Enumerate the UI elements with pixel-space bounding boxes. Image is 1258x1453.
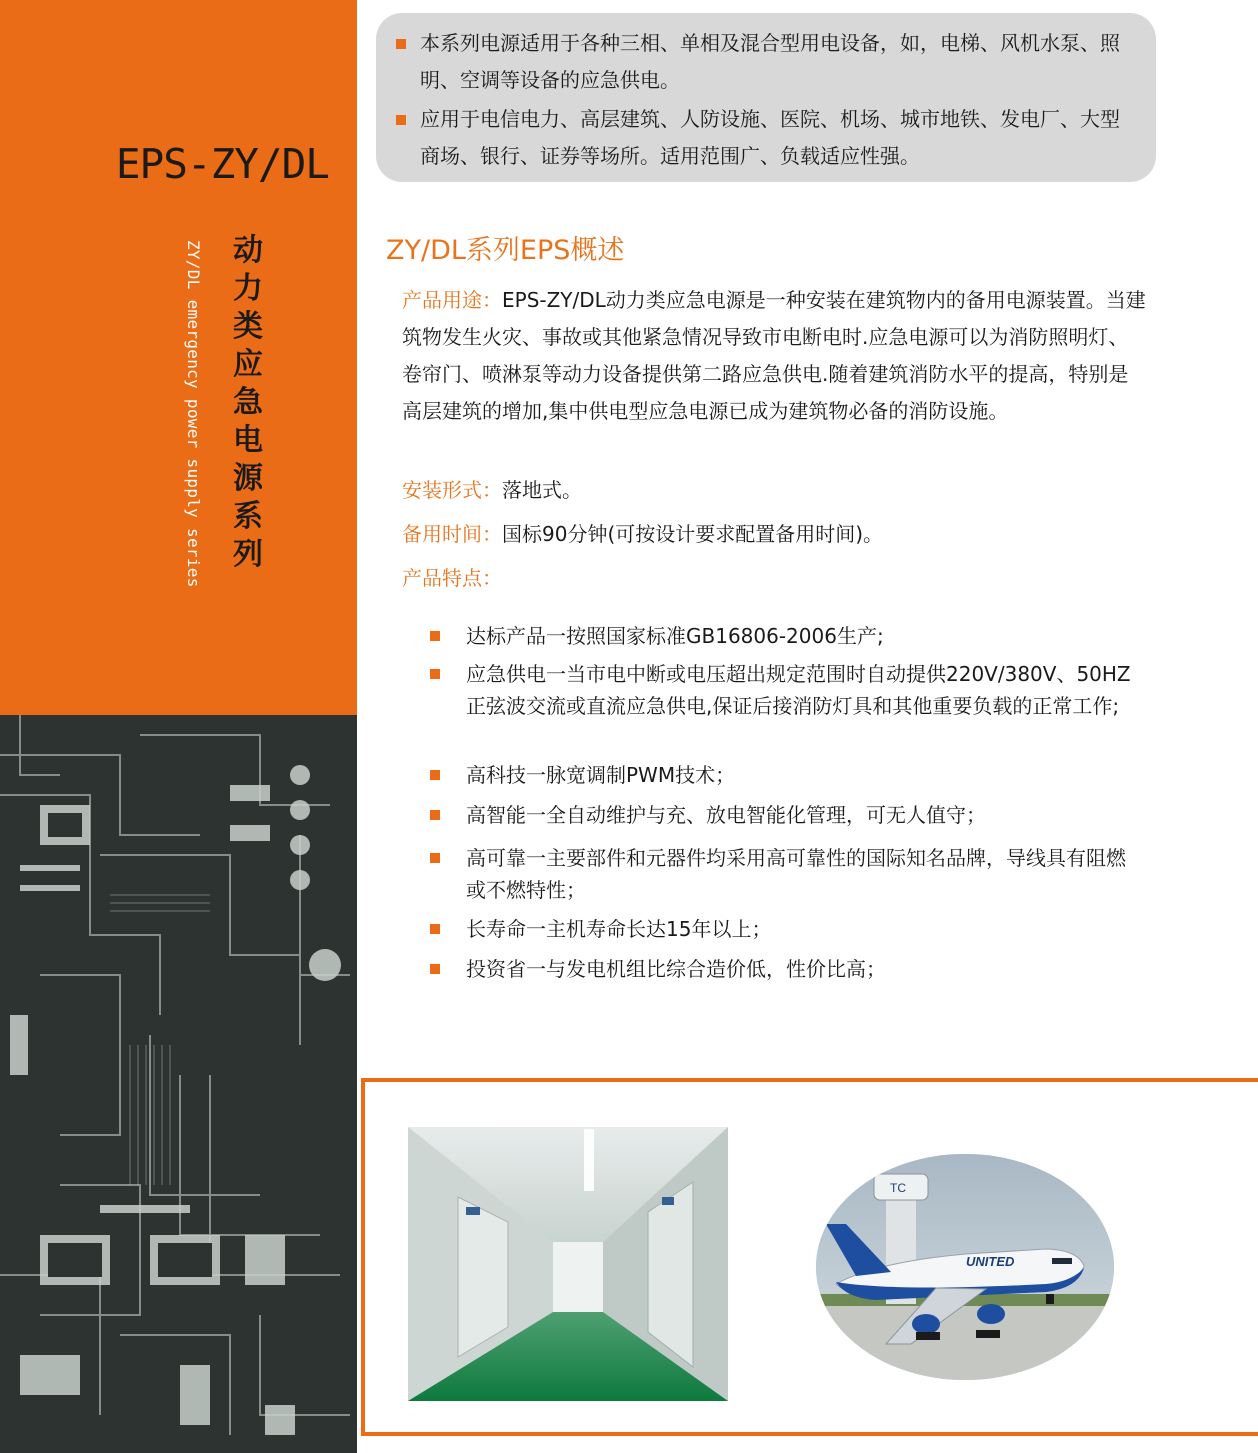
usage-text: EPS-ZY/DL动力类应急电源是一种安装在建筑物内的备用电源装置。当建筑物发生火灾、事故或其他紧急情况导致市电断电时.应急电源可以为消防照明灯、卷帘门、喷淋泵等动力设备提供第二路应急供电.随着建筑消防水平的提高，特别是高层建筑的增加,集中供电型应急电源已成为建筑物必备的消防设施。 — [402, 288, 1146, 423]
corridor-photo — [408, 1127, 728, 1401]
features-heading — [402, 560, 1147, 597]
install-paragraph — [402, 472, 1147, 509]
square-bullet-icon — [396, 115, 406, 125]
sidebar-panel — [0, 0, 357, 715]
square-bullet-icon — [430, 631, 440, 641]
feature-text: 长寿命一主机寿命长达15年以上； — [466, 917, 772, 941]
model-title: EPS-ZY/DL — [115, 140, 329, 188]
circuit-board-image — [0, 715, 357, 1453]
feature-item — [430, 799, 1140, 831]
feature-item — [430, 620, 1140, 652]
features-label: 产品特点： — [402, 566, 502, 590]
feature-text: 高科技一脉宽调制PWM技术； — [466, 763, 736, 787]
feature-text: 高智能一全自动维护与充、放电智能化管理，可无人值守； — [466, 803, 986, 827]
airport-photo — [816, 1154, 1114, 1380]
feature-text: 应急供电一当市电中断或电压超出规定范围时自动提供220V/380V、50HZ正弦波交流或直流应急供电,保证后接消防灯具和其他重要负载的正常工作; — [466, 662, 1131, 718]
backup-label: 备用时间： — [402, 522, 502, 546]
square-bullet-icon — [430, 810, 440, 820]
square-bullet-icon — [430, 669, 440, 679]
feature-text: 投资省一与发电机组比综合造价低，性价比高； — [466, 957, 886, 981]
feature-text: 达标产品一按照国家标准GB16806-2006生产; — [466, 624, 884, 648]
square-bullet-icon — [430, 924, 440, 934]
feature-item — [430, 658, 1140, 722]
series-title-en: ZY/DL emergency power supply series — [184, 240, 203, 588]
square-bullet-icon — [430, 964, 440, 974]
tower-mark: TC — [890, 1181, 906, 1195]
intro-box — [376, 13, 1156, 182]
install-label: 安装形式： — [402, 478, 502, 502]
feature-item — [430, 913, 1140, 945]
usage-label: 产品用途： — [402, 288, 502, 312]
feature-item — [430, 953, 1140, 985]
install-text: 落地式。 — [502, 478, 582, 502]
intro-text: 应用于电信电力、高层建筑、人防设施、医院、机场、城市地铁、发电厂、大型商场、银行、证券等场所。适用范围广、负载适应性强。 — [420, 107, 1120, 168]
intro-item — [396, 25, 1136, 99]
backup-paragraph — [402, 516, 1147, 553]
feature-item — [430, 759, 1140, 791]
feature-text: 高可靠一主要部件和元器件均采用高可靠性的国际知名品牌，导线具有阻燃或不燃特性； — [466, 846, 1126, 902]
square-bullet-icon — [430, 853, 440, 863]
section-title: ZY/DL系列EPS概述 — [386, 235, 625, 266]
square-bullet-icon — [430, 770, 440, 780]
intro-item — [396, 101, 1136, 175]
square-bullet-icon — [396, 39, 406, 49]
series-title-cn: 动力类应急电源系列 — [233, 233, 263, 572]
feature-item — [430, 842, 1140, 906]
airplane-livery-text: UNITED — [966, 1254, 1015, 1269]
backup-text: 国标90分钟(可按设计要求配置备用时间)。 — [502, 522, 884, 546]
usage-paragraph — [402, 282, 1147, 430]
intro-text: 本系列电源适用于各种三相、单相及混合型用电设备，如，电梯、风机水泵、照明、空调等设备的应急供电。 — [420, 31, 1120, 92]
